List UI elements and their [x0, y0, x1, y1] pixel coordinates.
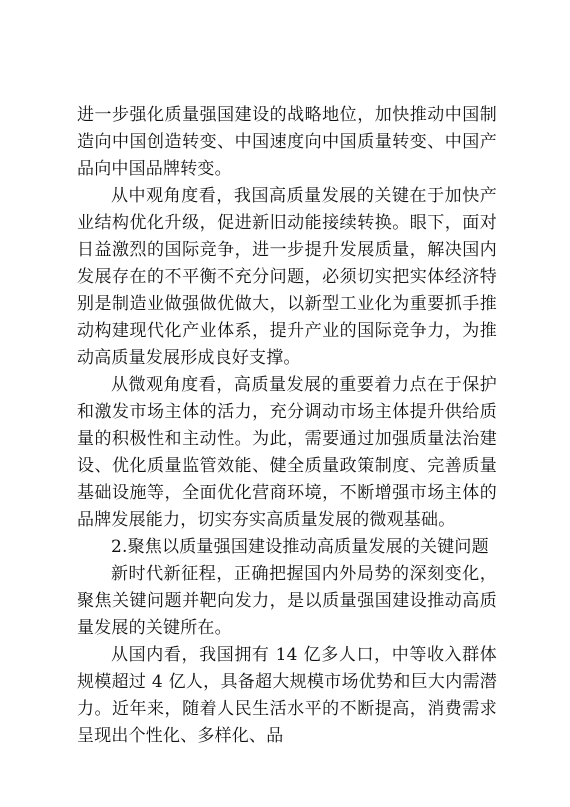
paragraph-3: 从微观角度看，高质量发展的重要着力点在于保护和激发市场主体的活力，充分调动市场主体提升供给质量的积极性和主动性。为此，需要通过加强质量法治建设、优化质量监管效能、健全质量政策制度、完善质量基础设施等，全面优化营商环境，不断增强市场主体的品牌发展能力，切实夯实高质量发展的微观基础。 — [77, 375, 497, 530]
paragraph-5: 从国内看，我国拥有 14 亿多人口，中等收入群体规模超过 4 亿人，具备超大规模市场优势和巨大内需潜力。近年来，随着人民生活水平的不断提高，消费需求呈现出个性化、多样化、品 — [77, 645, 497, 746]
document-body — [77, 102, 497, 750]
section-heading: 2.聚焦以质量强国建设推动高质量发展的关键问题 — [111, 537, 489, 557]
paragraph-1: 进一步强化质量强国建设的战略地位，加快推动中国制造向中国创造转变、中国速度向中国质量转变、中国产品向中国品牌转变。 — [77, 105, 497, 179]
paragraph-4: 新时代新征程，正确把握国内外局势的深刻变化，聚焦关键问题并靶向发力，是以质量强国建设推动高质量发展的关键所在。 — [77, 564, 497, 638]
paragraph-2: 从中观角度看，我国高质量发展的关键在于加快产业结构优化升级，促进新旧动能接续转换。眼下，面对日益激烈的国际竞争，进一步提升发展质量，解决国内发展存在的不平衡不充分问题，必须切实把实体经济特别是制造业做强做优做大，以新型工业化为重要抓手推动构建现代化产业体系，提升产业的国际竞争力，为推动高质量发展形成良好支撑。 — [77, 186, 497, 368]
